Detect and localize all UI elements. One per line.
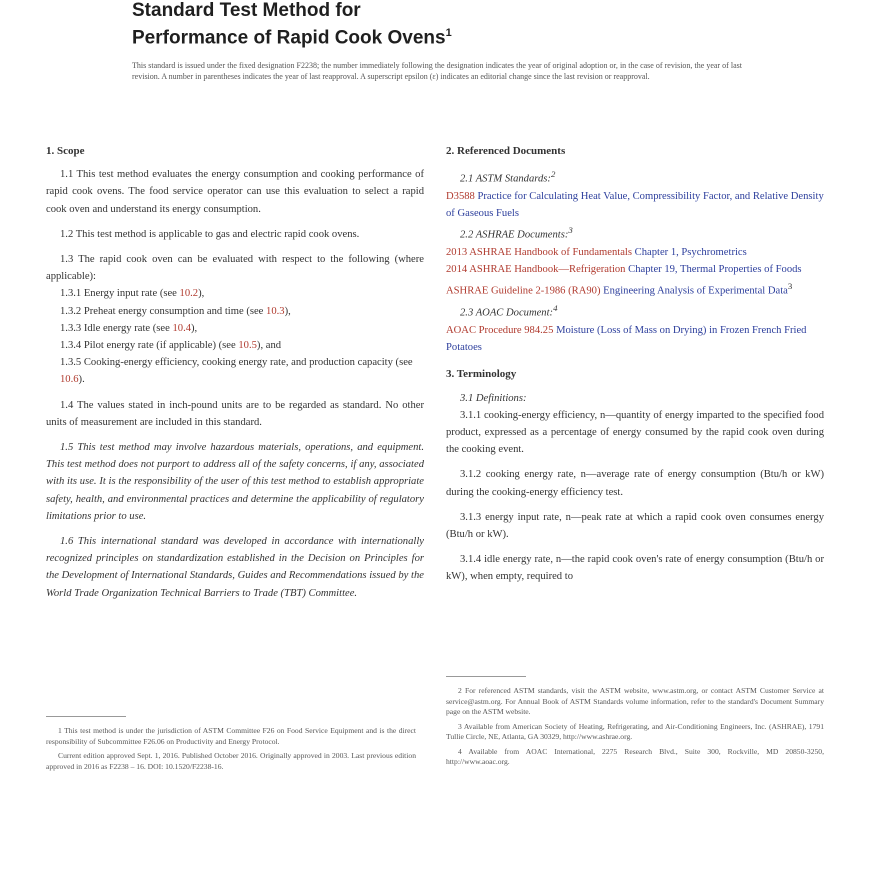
ashrae-ref-2[interactable]: 2014 ASHRAE Handbook—Refrigeration Chapter 19, Thermal Properties of Foods	[446, 264, 802, 276]
right-column	[446, 143, 824, 594]
scope-item-5: 1.3.5 Cooking-energy efficiency, cooking energy rate, and production capacity (see 10.6).	[60, 357, 413, 386]
scope-para-1-5: 1.5 This test method may involve hazardous materials, operations, and equipment. This test method does not purport to address all of the safety concerns, if any, associated with its use. It is the responsibility of the user of this test method to establish appropriate safety, health, and environmental practices and determine the applicability of regulatory limitations prior to use.	[46, 442, 424, 522]
definitions-label: 3.1 Definitions:	[460, 392, 527, 404]
footnote-divider	[446, 676, 526, 677]
ashrae-ref-1[interactable]: 2013 ASHRAE Handbook of Fundamentals Chapter 1, Psychrometrics	[446, 247, 747, 259]
scope-heading: 1. Scope	[46, 145, 85, 157]
astm-label: 2.1 ASTM Standards:$^2$	[460, 169, 556, 185]
section-link[interactable]: 10.5	[238, 340, 257, 352]
footnote-1: 1 This test method is under the jurisdiction of ASTM Committee F26 on Food Service Equipment and is the direct responsibility of Subcommittee F26.06 on Productivity and Energy Protocol.	[46, 726, 416, 746]
footnote-2: 2 For referenced ASTM standards, visit the ASTM website, www.astm.org, or contact ASTM Customer Service at service@astm.org. For Annual Book of ASTM Standards volume information, refer to the standard's Document Summary page on the ASTM website.	[446, 686, 824, 716]
scope-item-3: 1.3.3 Idle energy rate (see 10.4),	[60, 322, 198, 334]
scope-item-4: 1.3.4 Pilot energy rate (if applicable) (see 10.5), and	[60, 340, 282, 352]
scope-item-1: 1.3.1 Energy input rate (see 10.2),	[60, 288, 205, 300]
footnotes-left	[46, 726, 416, 776]
term-cooking-energy-efficiency: 3.1.1 cooking-energy efficiency, n—quantity of energy imparted to the specified food product, expressed as a percentage of energy consumed by the rapid cook oven during the cooking event.	[446, 409, 824, 456]
scope-para-1-6: 1.6 This international standard was developed in accordance with internationally recognized principles on standardization established in the Decision on Principles for the Development of International Standards, Guides and Recommendations issued by the World Trade Organization Technical Barriers to Trade (TBT) Committee.	[46, 536, 424, 599]
term-energy-input-rate: 3.1.3 energy input rate, n—peak rate at which a rapid cook oven consumes energy (Btu/h or kW).	[446, 511, 824, 540]
ashrae-label: 2.2 ASHRAE Documents:$^3$	[460, 225, 573, 241]
title-line-1: Standard Test Method for	[132, 0, 361, 21]
standard-notice: This standard is issued under the fixed designation F2238; the number immediately following the designation indicates the year of original adoption or, in the case of revision, the year of last revision. A number in parentheses indicates the year of last reapproval. A superscript epsilon (ε) indicates an editorial change since the last revision or reapproval.	[132, 61, 742, 81]
title-text: Performance of Rapid Cook Ovens	[132, 27, 446, 49]
aoac-label: 2.3 AOAC Document:$^4$	[460, 303, 558, 319]
footnotes-right	[446, 686, 824, 772]
section-link[interactable]: 10.2	[179, 288, 199, 300]
scope-para-1-1: 1.1 This test method evaluates the energy consumption and cooking performance of rapid cook ovens. The food service operator can use this evaluation to select a rapid cook oven and understand its energy consumption.	[46, 169, 424, 215]
left-column	[46, 143, 424, 610]
scope-para-1-2: 1.2 This test method is applicable to gas and electric rapid cook ovens.	[60, 228, 360, 240]
aoac-ref[interactable]: AOAC Procedure 984.25 Moisture (Loss of Mass on Drying) in Frozen French Fried Potatoes	[446, 324, 807, 354]
section-link[interactable]: 10.4	[172, 322, 192, 334]
astm-ref-d3588[interactable]: D3588 Practice for Calculating Heat Value, Compressibility Factor, and Relative Density of Gaseous Fuels	[446, 190, 824, 220]
section-link[interactable]: 10.6	[60, 374, 79, 386]
scope-para-1-3: 1.3 The rapid cook oven can be evaluated with respect to the following (where applicable):	[46, 254, 424, 283]
footnote-edition: Current edition approved Sept. 1, 2016. Published October 2016. Originally approved in 2003. Last previous edition approved in 2016 as F2238 – 16. DOI: 10.1520/F2238-16.	[46, 751, 416, 771]
title-line-2	[132, 22, 772, 49]
section-link[interactable]: 10.3	[266, 305, 285, 317]
scope-item-2: 1.3.2 Preheat energy consumption and time (see 10.3),	[60, 305, 291, 317]
terminology-heading: 3. Terminology	[446, 368, 517, 381]
footnote-3: 3 Available from American Society of Heating, Refrigerating, and Air-Conditioning Engineers, Inc. (ASHRAE), 1791 Tullie Circle, NE, Atlanta, GA 30329, http://www.ashrae.org.	[446, 721, 824, 741]
footnote-divider	[46, 716, 126, 717]
refs-heading: 2. Referenced Documents	[446, 145, 566, 157]
document-title	[132, 0, 772, 49]
term-idle-energy-rate: 3.1.4 idle energy rate, n—the rapid cook oven's rate of energy consumption (Btu/h or kW), when empty, required to	[446, 554, 824, 583]
footnote-4: 4 Available from AOAC International, 2275 Research Blvd., Suite 300, Rockville, MD 20850-3250, http://www.aoac.org.	[446, 746, 824, 766]
ashrae-ref-3[interactable]: ASHRAE Guideline 2-1986 (RA90) Engineering Analysis of Experimental Data$^3$	[446, 281, 793, 298]
term-cooking-energy-rate: 3.1.2 cooking energy rate, n—average rate of energy consumption (Btu/h or kW) during the cooking-energy efficiency test.	[446, 469, 824, 498]
title-footnote-mark: 1	[445, 27, 452, 39]
scope-para-1-4: 1.4 The values stated in inch-pound units are to be regarded as standard. No other units of measurement are included in this standard.	[46, 399, 424, 428]
